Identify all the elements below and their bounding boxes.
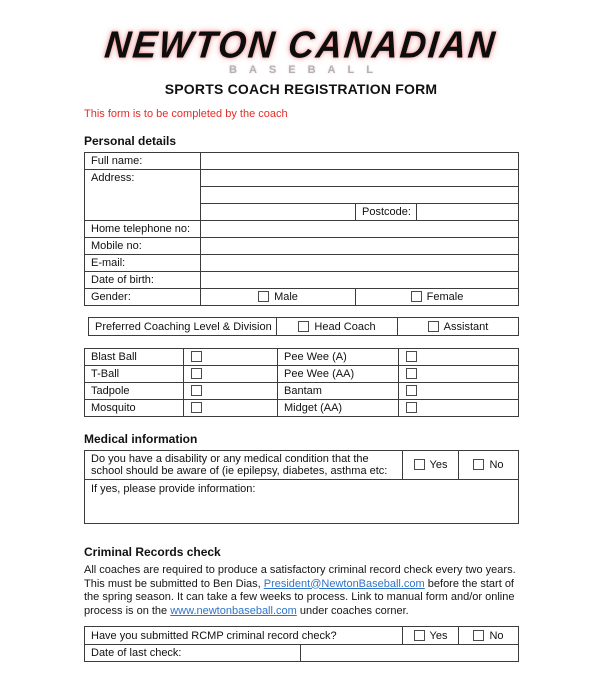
- criminal-check-table: [84, 626, 519, 662]
- gender-female-option[interactable]: [356, 289, 519, 306]
- head-coach-label: Head Coach: [314, 320, 376, 333]
- rcmp-yes-checkbox[interactable]: [414, 630, 425, 641]
- medical-question: Do you have a disability or any medical condition that the school should be aware of (ie epilepsy, diabetes, asthma etc:: [85, 451, 403, 480]
- division-checkbox-cell[interactable]: [399, 383, 519, 400]
- division-checkbox-cell[interactable]: [184, 400, 278, 417]
- notice-text: This form is to be completed by the coach: [84, 108, 288, 120]
- full-name-field[interactable]: [201, 153, 519, 170]
- midget-aa-checkbox[interactable]: [406, 402, 417, 413]
- logo-wordmark: NEWTON CANADIAN: [103, 22, 499, 66]
- home-phone-label: Home telephone no:: [85, 221, 201, 238]
- coaching-level-table: [88, 317, 519, 336]
- division-checkbox-cell[interactable]: [399, 366, 519, 383]
- medical-yes-option[interactable]: [403, 451, 459, 480]
- table-row: [85, 383, 519, 400]
- male-label: Male: [274, 291, 298, 303]
- medical-info-field[interactable]: [85, 480, 519, 524]
- division-label: Pee Wee (AA): [278, 366, 399, 383]
- criminal-records-heading: Criminal Records check: [84, 545, 221, 559]
- dob-field[interactable]: [201, 272, 519, 289]
- rcmp-yes-label: Yes: [429, 629, 448, 642]
- website-link[interactable]: www.newtonbaseball.com: [170, 604, 297, 617]
- pee-wee-aa-checkbox[interactable]: [406, 368, 417, 379]
- division-label: T-Ball: [85, 366, 184, 383]
- division-label: Bantam: [278, 383, 399, 400]
- tadpole-checkbox[interactable]: [191, 385, 202, 396]
- postcode-label: Postcode:: [356, 204, 417, 221]
- paragraph-text: under coaches corner.: [296, 604, 409, 617]
- logo-baseball-text: BASEBALL: [229, 64, 385, 76]
- division-label: Blast Ball: [85, 349, 184, 366]
- table-row: [85, 400, 519, 417]
- coaching-level-label: Preferred Coaching Level & Division: [89, 318, 277, 336]
- rcmp-yes-option[interactable]: [403, 627, 459, 645]
- t-ball-checkbox[interactable]: [191, 368, 202, 379]
- full-name-label: Full name:: [85, 153, 201, 170]
- division-checkbox-cell[interactable]: [184, 366, 278, 383]
- personal-details-heading: Personal details: [84, 134, 177, 148]
- rcmp-no-option[interactable]: [459, 627, 519, 645]
- criminal-records-paragraph: [84, 564, 520, 618]
- gender-label: Gender:: [85, 289, 201, 306]
- divisions-table: [84, 348, 519, 417]
- division-label: Tadpole: [85, 383, 184, 400]
- medical-table: [84, 450, 519, 524]
- address-line1-field[interactable]: [201, 170, 519, 187]
- home-phone-field[interactable]: [201, 221, 519, 238]
- address-line2-field[interactable]: [201, 187, 519, 204]
- dob-label: Date of birth:: [85, 272, 201, 289]
- medical-followup-label: If yes, please provide information:: [91, 483, 256, 495]
- medical-yes-checkbox[interactable]: [414, 459, 425, 470]
- rcmp-no-checkbox[interactable]: [473, 630, 484, 641]
- email-field[interactable]: [201, 255, 519, 272]
- rcmp-question: Have you submitted RCMP criminal record check?: [85, 627, 403, 645]
- assistant-label: Assistant: [443, 320, 489, 333]
- head-coach-option[interactable]: [277, 318, 398, 336]
- mobile-field[interactable]: [201, 238, 519, 255]
- female-label: Female: [426, 291, 464, 303]
- table-row: [85, 349, 519, 366]
- gender-male-option[interactable]: [201, 289, 356, 306]
- personal-details-table: [84, 152, 519, 306]
- paragraph-text: before the start of the spring season. It can take a few weeks to process. Link to manual form and/or online process is on the: [84, 577, 515, 617]
- mosquito-checkbox[interactable]: [191, 402, 202, 413]
- bantam-checkbox[interactable]: [406, 385, 417, 396]
- division-label: Mosquito: [85, 400, 184, 417]
- male-checkbox[interactable]: [258, 291, 269, 302]
- head-coach-checkbox[interactable]: [298, 321, 309, 332]
- address-line3-field[interactable]: [201, 204, 356, 221]
- division-label: Pee Wee (A): [278, 349, 399, 366]
- mobile-label: Mobile no:: [85, 238, 201, 255]
- medical-no-checkbox[interactable]: [473, 459, 484, 470]
- paragraph-text: All coaches are required to produce a satisfactory criminal record check every two years. This must be submitted to Ben Dias,: [84, 564, 516, 590]
- medical-yes-label: Yes: [429, 459, 448, 471]
- medical-information-heading: Medical information: [84, 432, 198, 446]
- female-checkbox[interactable]: [411, 291, 422, 302]
- rcmp-no-label: No: [489, 629, 504, 642]
- postcode-field[interactable]: [417, 204, 519, 221]
- date-last-check-label: Date of last check:: [85, 645, 301, 662]
- division-checkbox-cell[interactable]: [184, 349, 278, 366]
- medical-no-option[interactable]: [459, 451, 519, 480]
- assistant-checkbox[interactable]: [428, 321, 439, 332]
- logo: [84, 24, 518, 76]
- page-title: SPORTS COACH REGISTRATION FORM: [164, 81, 438, 97]
- table-row: [85, 366, 519, 383]
- division-label: Midget (AA): [278, 400, 399, 417]
- assistant-option[interactable]: [398, 318, 519, 336]
- medical-no-label: No: [489, 459, 504, 471]
- division-checkbox-cell[interactable]: [399, 349, 519, 366]
- address-label: Address:: [85, 170, 201, 221]
- division-checkbox-cell[interactable]: [184, 383, 278, 400]
- president-email-link[interactable]: President@NewtonBaseball.com: [263, 577, 425, 590]
- email-label: E-mail:: [85, 255, 201, 272]
- division-checkbox-cell[interactable]: [399, 400, 519, 417]
- blast-ball-checkbox[interactable]: [191, 351, 202, 362]
- pee-wee-a-checkbox[interactable]: [406, 351, 417, 362]
- date-of-last-check-field[interactable]: [301, 645, 519, 662]
